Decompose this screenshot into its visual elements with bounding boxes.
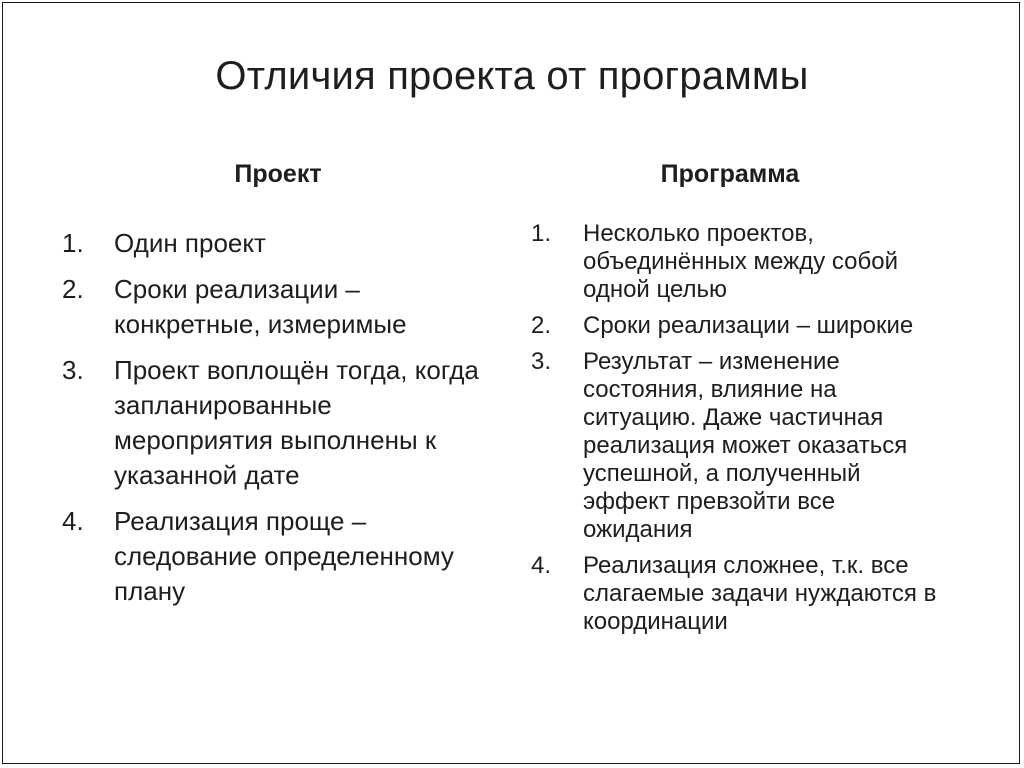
program-list-item xyxy=(531,220,951,304)
list-item-number: 4. xyxy=(62,506,84,536)
project-list-item xyxy=(62,504,492,609)
program-list-item xyxy=(531,312,951,340)
program-column-heading: Программа xyxy=(660,160,800,188)
list-item-text: Сроки реализации – широкие xyxy=(583,312,914,339)
list-item-text: Сроки реализации – конкретные, измеримые xyxy=(114,274,407,339)
program-list xyxy=(531,220,951,644)
list-item-number: 1. xyxy=(531,220,552,247)
list-item-number: 1. xyxy=(62,228,84,258)
list-item-number: 3. xyxy=(62,355,84,385)
list-item-text: Несколько проектов, объединённых между собой одной целью xyxy=(583,220,898,303)
list-item-text: Реализация сложнее, т.к. все слагаемые задачи нуждаются в координации xyxy=(583,552,937,635)
program-list-item xyxy=(531,348,951,544)
list-item-number: 4. xyxy=(531,552,552,579)
list-item-text: Проект воплощён тогда, когда запланированные мероприятия выполнены к указанной дате xyxy=(114,355,479,490)
project-column-heading: Проект xyxy=(234,160,322,188)
list-item-number: 2. xyxy=(531,312,552,339)
program-list-item xyxy=(531,552,951,636)
list-item-text: Один проект xyxy=(114,228,266,258)
project-list-item xyxy=(62,353,492,493)
list-item-text: Реализация проще – следование определенному плану xyxy=(114,506,454,606)
list-item-number: 2. xyxy=(62,274,84,304)
list-item-number: 3. xyxy=(531,348,552,375)
list-item-text: Результат – изменение состояния, влияние на ситуацию. Даже частичная реализация может оказаться успешной, а полученный эффект превзойти все ожидания xyxy=(583,348,908,543)
project-list-item xyxy=(62,226,492,261)
project-list-item xyxy=(62,272,492,342)
slide-title: Отличия проекта от программы xyxy=(215,54,809,98)
project-list xyxy=(62,226,492,620)
